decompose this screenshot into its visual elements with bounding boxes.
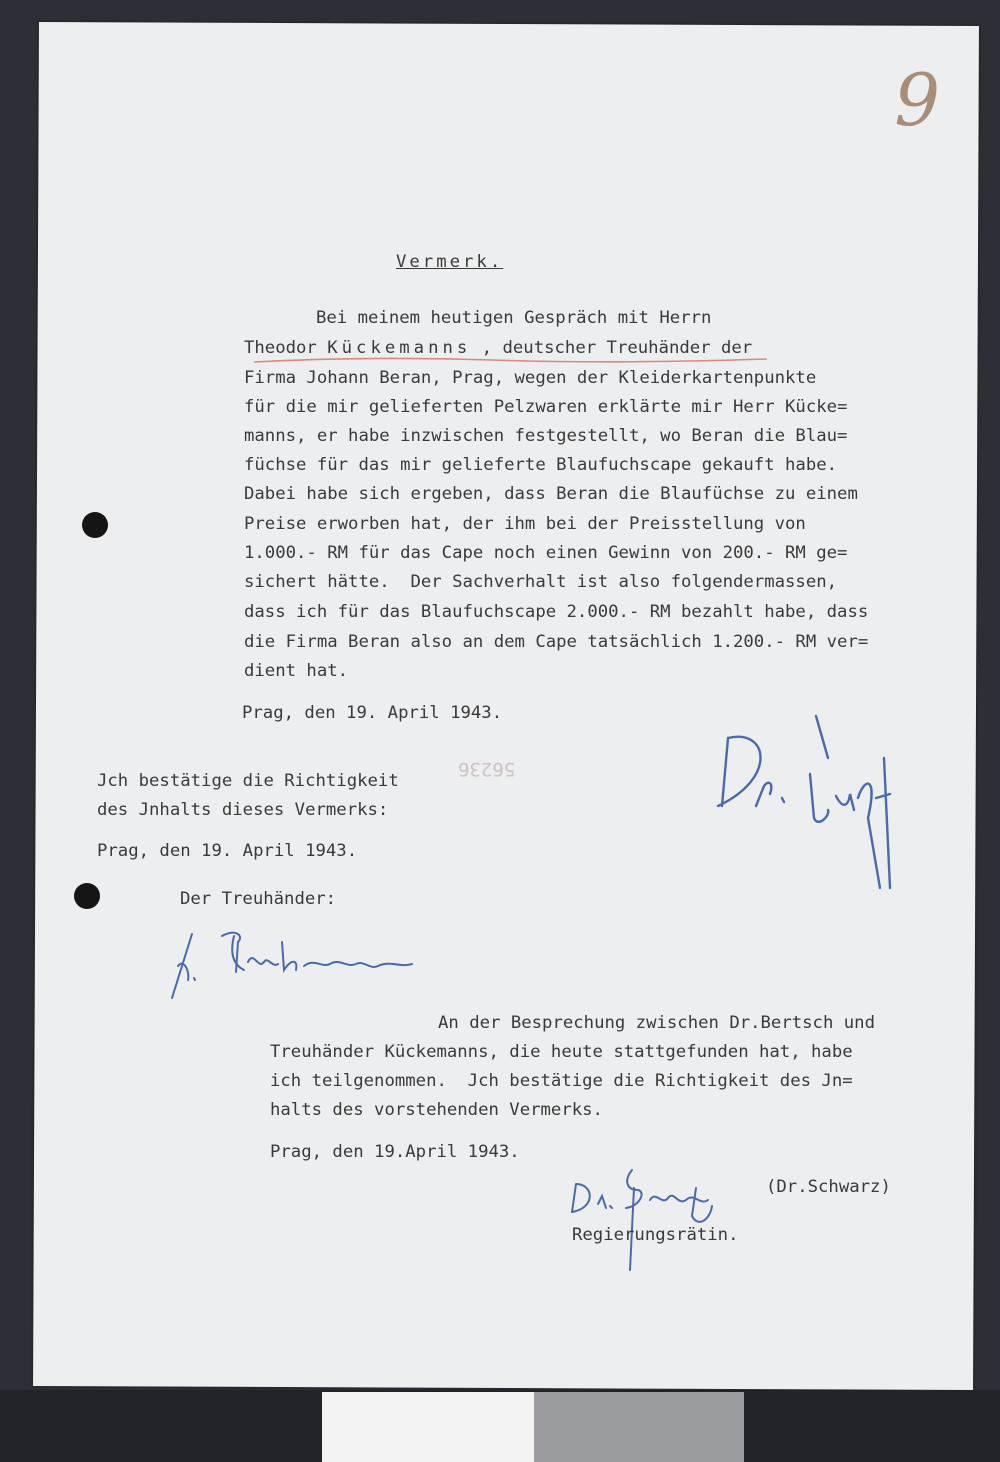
archive-stamp: 56236 bbox=[458, 758, 516, 780]
memo-line: manns, er habe inzwischen festgestellt, wo Beran die Blau= bbox=[244, 426, 848, 446]
memo-line: die Firma Beran also an dem Cape tatsächlich 1.200.- RM ver= bbox=[244, 632, 869, 652]
participation-line: halts des vorstehenden Vermerks. bbox=[270, 1100, 603, 1120]
signature-kueckemanns bbox=[164, 922, 424, 1006]
page-number: 9 bbox=[894, 58, 940, 142]
participant-role: Regierungsrätin. bbox=[572, 1225, 739, 1245]
participation-line: An der Besprechung zwischen Dr.Bertsch und bbox=[438, 1013, 875, 1033]
memo-line-1: Bei meinem heutigen Gespräch mit Herrn bbox=[316, 308, 712, 328]
participation-date: Prag, den 19.April 1943. bbox=[270, 1142, 520, 1162]
memo-line: Firma Johann Beran, Prag, wegen der Kleiderkartenpunkte bbox=[244, 368, 817, 388]
punch-hole-bottom bbox=[74, 883, 100, 909]
punch-hole-top bbox=[82, 512, 108, 538]
confirmation-line-1: Jch bestätige die Richtigkeit bbox=[97, 771, 399, 791]
archive-label-gray bbox=[534, 1392, 744, 1462]
memo-line-2-pre: Theodor bbox=[244, 338, 328, 358]
red-underline bbox=[252, 354, 772, 366]
confirmation-line-2: des Jnhalts dieses Vermerks: bbox=[97, 800, 389, 820]
person-name-kueckemanns: Kückemanns bbox=[327, 338, 472, 358]
memo-line: für die mir gelieferten Pelzwaren erklärte mir Herr Kücke= bbox=[244, 397, 848, 417]
memo-title: Vermerk. bbox=[396, 252, 504, 272]
treuhaender-label: Der Treuhänder: bbox=[180, 889, 337, 909]
memo-line: 1.000.- RM für das Cape noch einen Gewinn von 200.- RM ge= bbox=[244, 543, 848, 563]
memo-line-2-post: , deutscher Treuhänder der bbox=[471, 338, 753, 358]
memo-line: füchse für das mir gelieferte Blaufuchscape gekauft habe. bbox=[244, 455, 838, 475]
memo-line: sichert hätte. Der Sachverhalt ist also folgendermassen, bbox=[244, 572, 838, 592]
signature-dr-luft bbox=[708, 698, 908, 898]
participation-line: Treuhänder Kückemanns, die heute stattgefunden hat, habe bbox=[270, 1042, 853, 1062]
archive-label-white bbox=[322, 1392, 534, 1462]
memo-line: Dabei habe sich ergeben, dass Beran die Blaufüchse zu einem bbox=[244, 484, 858, 504]
memo-line: Preise erworben hat, der ihm bei der Preisstellung von bbox=[244, 514, 806, 534]
participant-name: (Dr.Schwarz) bbox=[766, 1177, 891, 1197]
memo-line: dient hat. bbox=[244, 661, 349, 681]
confirmation-date: Prag, den 19. April 1943. bbox=[97, 841, 358, 861]
participation-line: ich teilgenommen. Jch bestätige die Richtigkeit des Jn= bbox=[270, 1071, 853, 1091]
signature-schwarz bbox=[566, 1160, 739, 1274]
memo-date: Prag, den 19. April 1943. bbox=[242, 703, 503, 723]
memo-line: dass ich für das Blaufuchscape 2.000.- RM bezahlt habe, dass bbox=[244, 602, 869, 622]
